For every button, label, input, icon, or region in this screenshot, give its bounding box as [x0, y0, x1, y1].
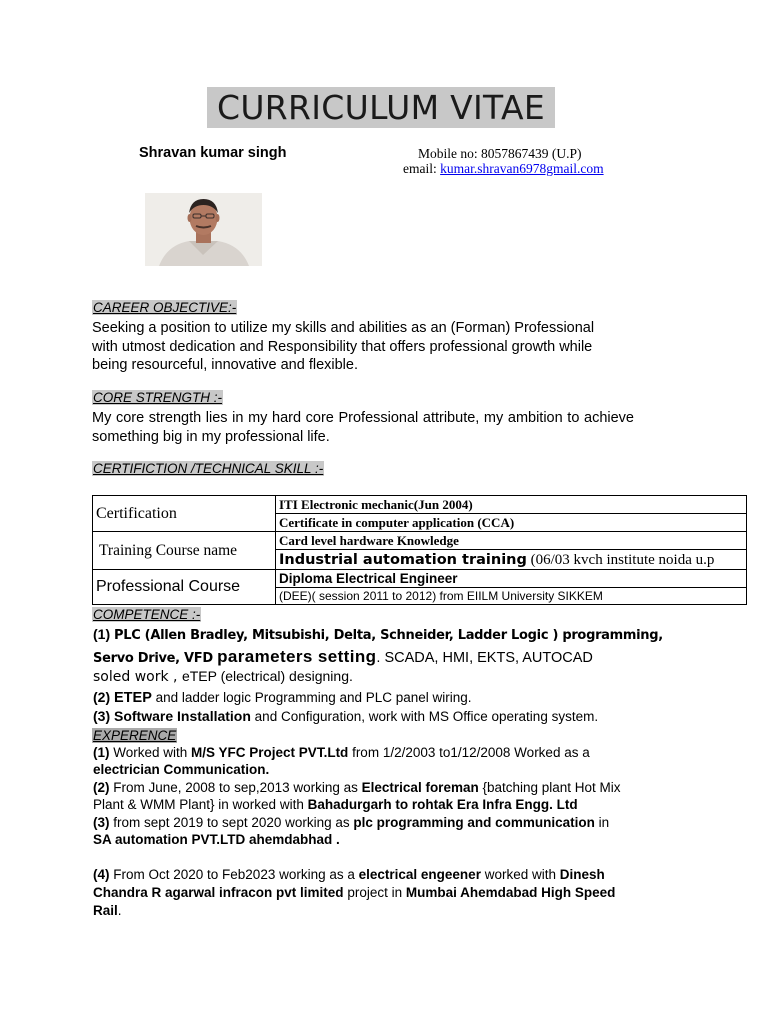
- competence-item-2-rest: and ladder logic Programming and PLC panel wiring.: [151, 690, 472, 705]
- experience-heading: EXPERENCE: [93, 728, 177, 743]
- experience-4-line-2: [93, 885, 615, 900]
- experience-3-line-2: [93, 832, 340, 847]
- competence-item-3-bold: (3) Software Installation: [93, 708, 251, 724]
- competence-item-1-text-c: parameters setting: [217, 647, 377, 666]
- profile-photo: [145, 193, 262, 266]
- career-line-2: with utmost dedication and Responsibility that offers professional growth while: [92, 338, 593, 355]
- document-title: CURRICULUM VITAE: [207, 87, 555, 128]
- email-line: [403, 161, 604, 177]
- experience-1-line-1: [93, 745, 590, 760]
- professional-item-1: Diploma Electrical Engineer: [276, 570, 747, 588]
- experience-4-line-3: [93, 903, 122, 918]
- experience-1-line-2: [93, 762, 269, 777]
- experience-3-line-1: [93, 815, 609, 830]
- email-label: email:: [403, 161, 441, 176]
- training-item-2: [276, 550, 747, 570]
- experience-4-text-a: From Oct 2020 to Feb2023 working as a: [109, 867, 359, 882]
- experience-4-company-b: Chandra R agarwal infracon pvt limited: [93, 885, 344, 900]
- competence-item-1-text-e: soled work ,: [93, 669, 182, 685]
- experience-1-number: (1): [93, 745, 110, 760]
- experience-2-line-2: [93, 797, 578, 812]
- experience-2-text-a: From June, 2008 to sep,2013 working as: [109, 780, 362, 795]
- experience-3-role: plc programming and communication: [353, 815, 595, 830]
- professional-label: Professional Course: [96, 578, 241, 595]
- career-objective-heading-wrap: [92, 299, 237, 317]
- competence-item-1-text-a: PLC (Allen Bradley, Mitsubishi, Delta, Schneider, Ladder Logic ) programming,: [114, 628, 663, 643]
- experience-4-company-a: Dinesh: [559, 867, 605, 882]
- core-strength-text: My core strength lies in my hard core Professional attribute, my ambition to achieve something big in my professional life.: [92, 410, 634, 445]
- email-link[interactable]: kumar.shravan6978gmail.com: [440, 161, 604, 176]
- experience-1-text-a: Worked with: [109, 745, 192, 760]
- competence-heading-wrap: [92, 606, 201, 624]
- career-objective-text: [92, 319, 634, 375]
- experience-3-number: (3): [93, 815, 110, 830]
- training-item-2-rest: (06/03 kvch institute noida u.p: [526, 551, 715, 568]
- competence-item-1-number: (1): [93, 626, 114, 642]
- training-label: Training Course name: [99, 541, 238, 559]
- experience-heading-wrap: [92, 727, 177, 745]
- experience-2-text-c: {batching plant Hot Mix: [478, 780, 621, 795]
- competence-item-1-text-f: eTEP (electrical) designing.: [181, 668, 353, 684]
- experience-4-text-c: worked with: [480, 867, 560, 882]
- certification-table: [92, 495, 747, 605]
- experience-3-text-a: from sept 2019 to sept 2020 working as: [109, 815, 354, 830]
- competence-item-2-number: (2): [93, 689, 114, 705]
- competence-item-1-line-1: [93, 626, 663, 643]
- training-item-1: Card level hardware Knowledge: [276, 532, 747, 550]
- experience-4-project: Mumbai Ahemdabad High Speed: [405, 885, 616, 900]
- candidate-name: Shravan kumar singh: [139, 145, 287, 161]
- certification-heading-wrap: [92, 460, 324, 478]
- training-label-cell: [93, 532, 276, 570]
- experience-1-role: electrician Communication.: [93, 762, 270, 777]
- competence-item-2: [93, 689, 472, 706]
- experience-2-company: Bahadurgarh to rohtak Era Infra Engg. Ltd: [307, 797, 578, 812]
- experience-2-role: Electrical foreman: [361, 780, 479, 795]
- competence-item-3: [93, 708, 598, 724]
- experience-2-line-1: [93, 780, 621, 795]
- experience-4-project-end: Rail: [93, 903, 118, 918]
- competence-item-1-line-2: [93, 647, 593, 667]
- mobile-number: Mobile no: 8057867439 (U.P): [418, 146, 582, 161]
- experience-4-text-f: project in: [343, 885, 406, 900]
- experience-1-text-c: from 1/2/2003 to1/12/2008 Worked as a: [348, 745, 590, 760]
- experience-4-number: (4): [93, 867, 110, 882]
- certification-heading: CERTIFICTION /TECHNICAL SKILL :-: [93, 461, 324, 476]
- experience-3-text-c: in: [594, 815, 610, 830]
- training-item-2-bold: Industrial automation training: [279, 551, 527, 568]
- competence-item-2-bold: ETEP: [114, 690, 152, 706]
- certification-item-2: Certificate in computer application (CCA): [276, 514, 747, 532]
- certification-label: Certification: [96, 504, 177, 522]
- career-line-3: being resourceful, innovative and flexible.: [92, 357, 358, 373]
- experience-2-number: (2): [93, 780, 110, 795]
- competence-item-1-text-d: . SCADA, HMI, EKTS, AUTOCAD: [376, 650, 593, 666]
- competence-item-1-text-b: Servo Drive, VFD: [93, 651, 218, 666]
- experience-4-period: .: [117, 903, 122, 918]
- experience-3-company: SA automation PVT.LTD ahemdabhad .: [93, 832, 340, 847]
- core-strength-heading-wrap: [92, 389, 223, 407]
- person-photo-icon: [145, 193, 262, 266]
- core-strength-heading: CORE STRENGTH :-: [93, 390, 223, 405]
- professional-label-cell: [93, 570, 276, 605]
- certification-item-1: ITI Electronic mechanic(Jun 2004): [276, 496, 747, 514]
- competence-heading: COMPETENCE :-: [93, 607, 201, 622]
- experience-4-role: electrical engeener: [358, 867, 481, 882]
- competence-item-3-rest: and Configuration, work with MS Office operating system.: [250, 709, 599, 724]
- experience-2-text-d: Plant & WMM Plant} in worked with: [93, 797, 308, 812]
- career-objective-heading: CAREER OBJECTIVE:-: [93, 300, 237, 315]
- professional-item-2: (DEE)( session 2011 to 2012) from EIILM University SIKKEM: [276, 588, 747, 605]
- career-line-1: Seeking a position to utilize my skills and abilities as an (Forman) Professional: [92, 320, 595, 336]
- competence-item-1-line-3: [93, 668, 353, 685]
- experience-4-line-1: [93, 867, 605, 882]
- certification-label-cell: [93, 496, 276, 532]
- experience-1-company: M/S YFC Project PVT.Ltd: [191, 745, 349, 760]
